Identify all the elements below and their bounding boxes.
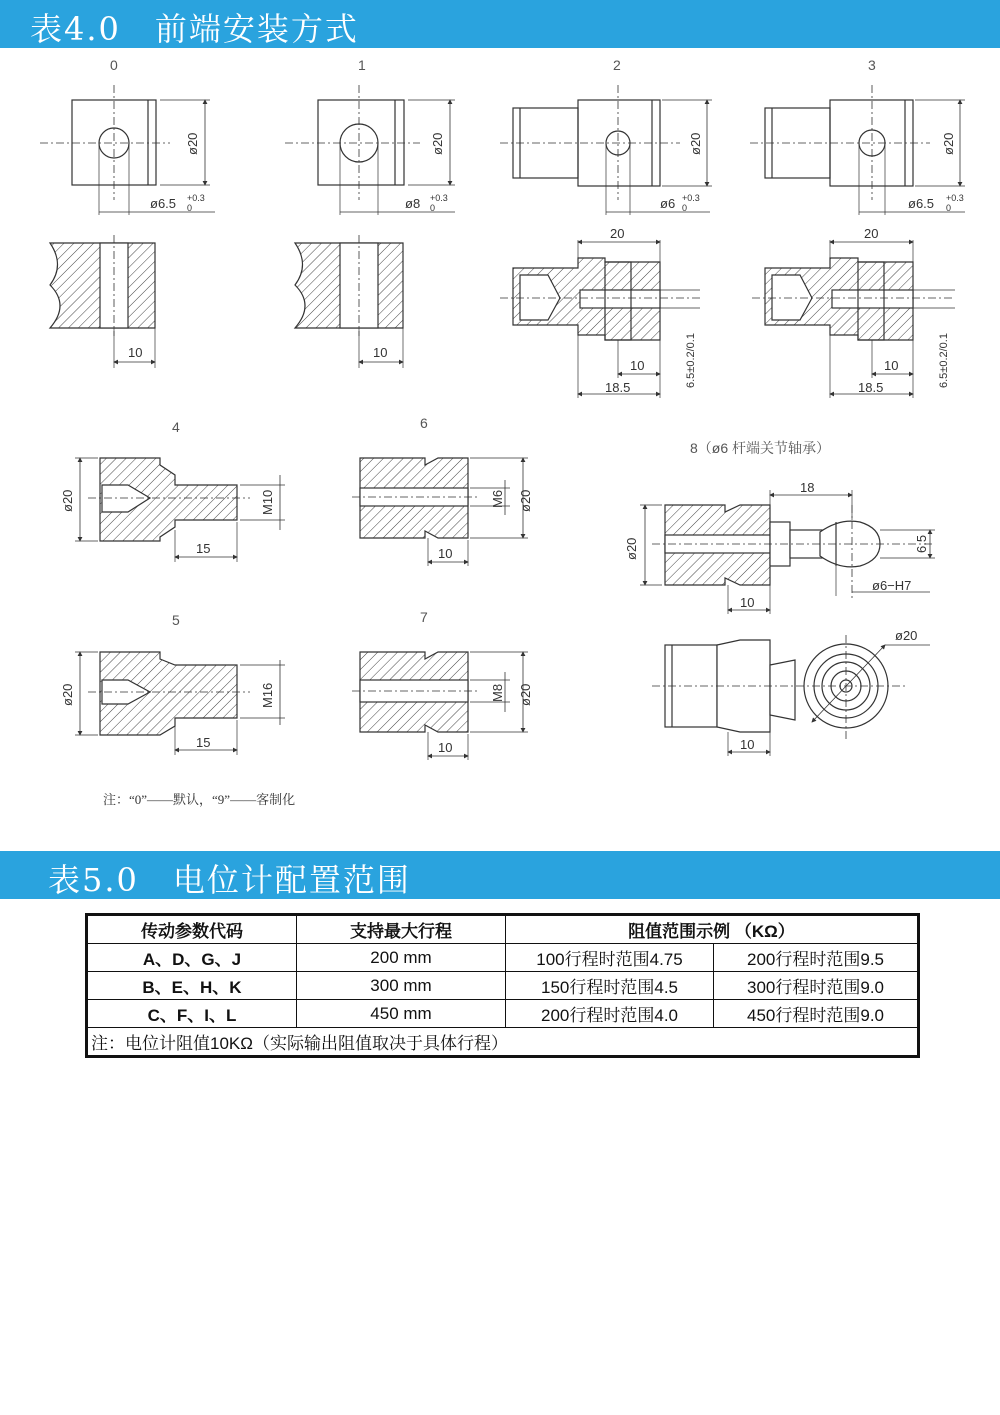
dim-eighteen-8: 18: [800, 480, 815, 495]
dim-tol-dn-3: 0: [946, 203, 952, 213]
header-code: 传动参数代码: [87, 915, 297, 944]
row-code: A、D、G、J: [87, 944, 297, 972]
drawing-2: [500, 85, 712, 398]
drawing-label-7: 7: [420, 609, 428, 625]
header-resistance: 阻值范围示例 （KΩ）: [506, 915, 919, 944]
dim-m16-5: M16: [260, 682, 275, 708]
drawing-5: [75, 652, 285, 755]
dim-m8-7: M8: [490, 683, 505, 702]
row-example-1: 100行程时范围4.75: [506, 944, 714, 972]
drawing-label-6: 6: [420, 415, 428, 431]
drawing-4: [75, 458, 285, 562]
dim-eighteen-five-2: 18.5: [605, 380, 631, 395]
dim-six-five-8: 6.5: [914, 534, 929, 553]
dim-tol-dn-1: 0: [430, 203, 436, 213]
drawing-label-8: 8（ø6 杆端关节轴承）: [690, 440, 831, 456]
drawing-label-3: 3: [868, 57, 876, 73]
potentiometer-table: [85, 913, 920, 1058]
row-example-1: 150行程时范围4.5: [506, 972, 714, 1000]
dim-d8-1: ø8: [405, 196, 421, 211]
dim-eighteen-five-3: 18.5: [858, 380, 884, 395]
row-code: B、E、H、K: [87, 972, 297, 1000]
table-note-row: [87, 1028, 919, 1057]
drawing-1: [285, 85, 455, 368]
section4-note: 注：“0”——默认，“9”——客制化: [103, 792, 296, 807]
drawing-label-0: 0: [110, 57, 118, 73]
dim-d20-5: ø20: [60, 683, 75, 706]
section5-title: 表5.0 电位计配置范围: [48, 861, 411, 899]
row-stroke: 200 mm: [297, 944, 506, 972]
drawing-8: [640, 490, 935, 756]
dim-tol-dn-2: 0: [682, 203, 688, 213]
dim-d6_5-0: ø6.5: [150, 196, 177, 211]
table-header-row: [87, 915, 919, 944]
dim-fifteen-4: 15: [196, 541, 211, 556]
dim-ten-7: 10: [438, 740, 453, 755]
dim-ten-6: 10: [438, 546, 453, 561]
drawing-label-2: 2: [613, 57, 621, 73]
drawing-label-4: 4: [172, 419, 180, 435]
drawing-3: [750, 85, 965, 398]
table-row: [87, 972, 919, 1000]
row-example-1: 200行程时范围4.0: [506, 1000, 714, 1028]
dim-ten-1: 10: [373, 345, 388, 360]
section4-title: 表4.0 前端安装方式: [30, 10, 359, 48]
dim-tol-up-1: +0.3: [430, 193, 448, 203]
dim-tol-up-2: +0.3: [682, 193, 700, 203]
table-row: [87, 944, 919, 972]
dim-d6_5-3: ø6.5: [908, 196, 935, 211]
dim-twenty-3: 20: [864, 226, 879, 241]
row-code: C、F、I、L: [87, 1000, 297, 1028]
dim-fifteen-5: 15: [196, 735, 211, 750]
dim-ten-3: 10: [884, 358, 899, 373]
dim-d20-3: ø20: [941, 132, 956, 155]
dim-twenty-2: 20: [610, 226, 625, 241]
dim-d20-6: ø20: [518, 489, 533, 512]
dim-m10-4: M10: [260, 489, 275, 515]
dim-d20-1: ø20: [430, 132, 445, 155]
drawing-0: [40, 85, 215, 368]
table-row: [87, 1000, 919, 1028]
dim-d20-2: ø20: [688, 132, 703, 155]
dim-ten-8a: 10: [740, 595, 755, 610]
dim-m6-6: M6: [490, 489, 505, 508]
row-stroke: 300 mm: [297, 972, 506, 1000]
dim-ten-8b: 10: [740, 737, 755, 752]
row-example-2: 450行程时范围9.0: [714, 1000, 919, 1028]
dim-d20-4: ø20: [60, 489, 75, 512]
dim-six-five-tol-3: 6.5±0.2/0.1: [938, 333, 950, 388]
dim-six-five-tol-2: 6.5±0.2/0.1: [685, 333, 697, 388]
table-note: 注：电位计阻值10KΩ（实际输出阻值取决于具体行程）: [87, 1028, 919, 1057]
dim-d20-0: ø20: [185, 132, 200, 155]
dim-tol-dn-0: 0: [187, 203, 193, 213]
drawing-label-1: 1: [358, 57, 366, 73]
dim-ten-0: 10: [128, 345, 143, 360]
dim-d20-7: ø20: [518, 683, 533, 706]
dim-ten-2: 10: [630, 358, 645, 373]
row-stroke: 450 mm: [297, 1000, 506, 1028]
row-example-2: 300行程时范围9.0: [714, 972, 919, 1000]
drawing-label-5: 5: [172, 612, 180, 628]
dim-tol-up-0: +0.3: [187, 193, 205, 203]
dim-d6h7-8: ø6−H7: [872, 578, 912, 593]
dim-d20-8: ø20: [624, 537, 639, 560]
dim-d6-2: ø6: [660, 196, 676, 211]
header-stroke: 支持最大行程: [297, 915, 506, 944]
section5-banner: [0, 851, 1000, 899]
row-example-2: 200行程时范围9.5: [714, 944, 919, 972]
dim-tol-up-3: +0.3: [946, 193, 964, 203]
dim-d20-8b: ø20: [895, 628, 918, 643]
